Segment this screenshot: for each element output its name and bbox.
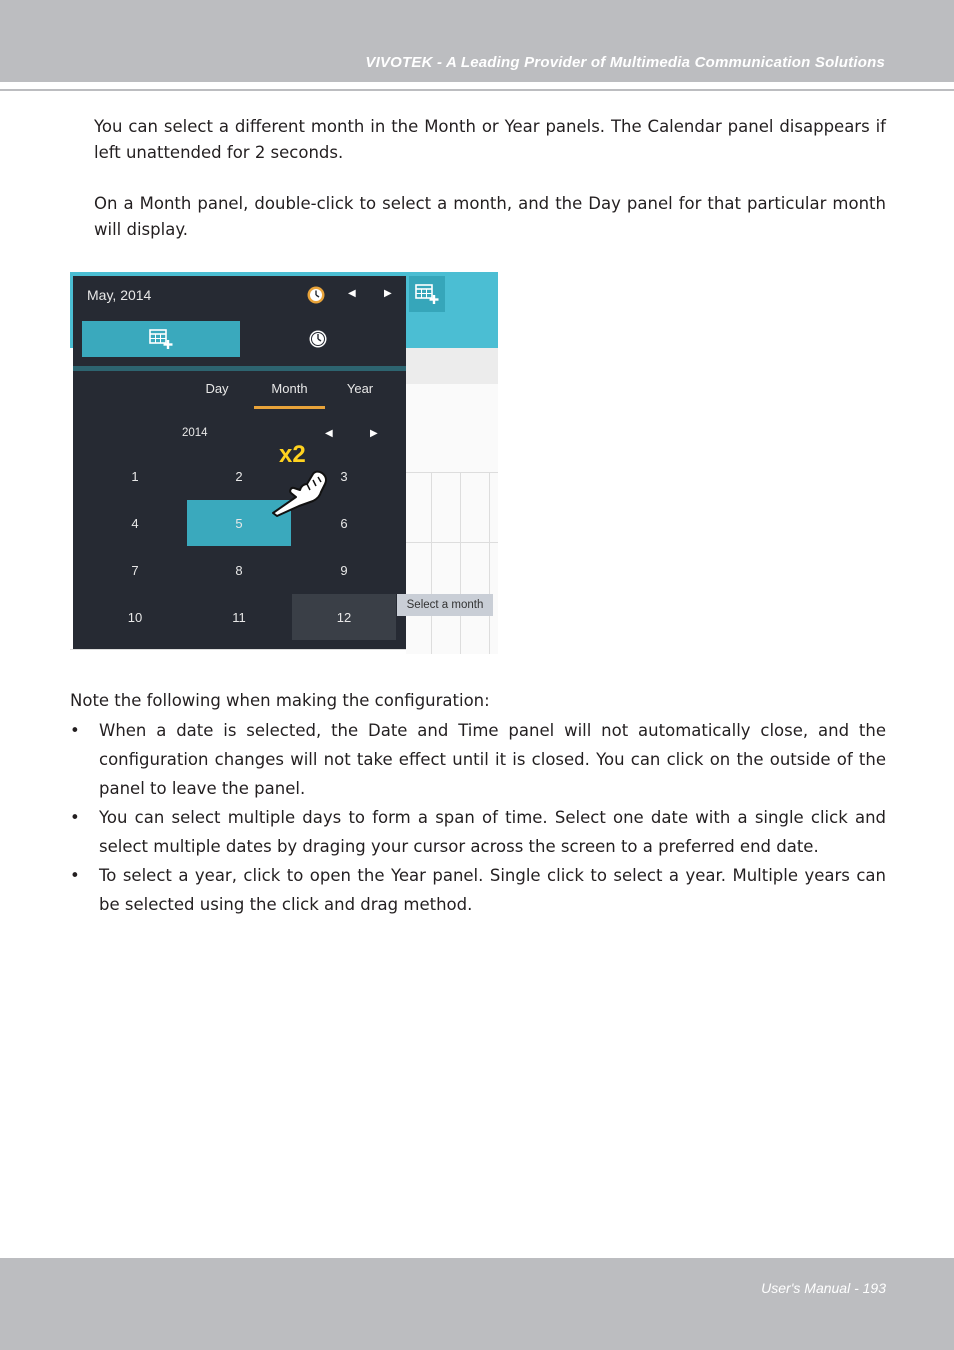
month-cell[interactable]: 8 xyxy=(235,562,243,578)
prev-year-arrow[interactable]: ◀ xyxy=(325,428,333,439)
time-tab-clock-icon[interactable] xyxy=(308,329,328,349)
year-label: 2014 xyxy=(182,427,208,439)
month-cell[interactable]: 1 xyxy=(131,468,139,484)
month-cell[interactable]: 3 xyxy=(340,468,348,484)
list-item: • You can select multiple days to form a span of time. Select one date with a single click and select multiple dates by draging your cursor across the screen to a preferred end date. xyxy=(70,808,886,856)
next-year-arrow[interactable]: ▶ xyxy=(370,428,378,439)
calendar-add-icon xyxy=(147,328,175,350)
paragraph-2: On a Month panel, double-click to select a month, and the Day panel for that particular month will display. xyxy=(94,194,886,239)
month-cell[interactable]: 9 xyxy=(340,562,348,578)
footer-page-number: User's Manual - 193 xyxy=(761,1280,886,1296)
month-cell[interactable]: 2 xyxy=(235,468,243,484)
calendar-screenshot xyxy=(70,272,498,654)
list-item: • To select a year, click to open the Year panel. Single click to select a year. Multiple years can be selected using the click and drag method. xyxy=(70,866,886,914)
background-strip xyxy=(406,348,498,384)
calendar-tab-button[interactable] xyxy=(82,321,240,357)
bullet-text: When a date is selected, the Date and Time panel will not automatically close, and the configuration changes will not take effect until it is closed. You can click on the outside of the panel to leave the panel. xyxy=(99,721,886,798)
panel-divider xyxy=(73,366,406,371)
month-cell[interactable]: 4 xyxy=(131,515,139,531)
page-header xyxy=(0,0,954,82)
active-tab-indicator xyxy=(254,406,325,409)
date-time-panel xyxy=(73,276,406,649)
grid-line xyxy=(489,472,490,654)
paragraph-1: You can select a different month in the Month or Year panels. The Calendar panel disappears if left unattended for 2 seconds. xyxy=(94,117,886,162)
pointing-hand-icon xyxy=(269,466,331,518)
bullet-text: To select a year, click to open the Year panel. Single click to select a year. Multiple years can be selected using the click and drag method. xyxy=(99,866,886,914)
bullet-text: You can select multiple days to form a span of time. Select one date with a single click and select multiple dates by draging your cursor across the screen to a preferred end date. xyxy=(99,808,886,856)
grid-line xyxy=(431,472,432,654)
next-month-arrow[interactable]: ▶ xyxy=(384,288,392,299)
panel-title: May, 2014 xyxy=(87,287,152,303)
month-cell-hovered[interactable]: 12 xyxy=(292,594,396,640)
header-rule xyxy=(0,89,954,91)
header-title: VIVOTEK - A Leading Provider of Multimedia Communication Solutions xyxy=(365,54,885,71)
tab-year[interactable]: Year xyxy=(346,381,374,396)
tab-day[interactable]: Day xyxy=(205,381,229,396)
calendar-add-icon xyxy=(415,283,439,305)
tooltip: Select a month xyxy=(397,594,493,616)
prev-month-arrow[interactable]: ◀ xyxy=(348,288,356,299)
grid-line xyxy=(460,472,461,654)
grid-line xyxy=(406,472,498,473)
month-cell-selected[interactable]: 5 xyxy=(187,500,291,546)
tab-month[interactable]: Month xyxy=(271,381,308,396)
note-text: Note the following when making the configuration: xyxy=(70,691,490,710)
page-footer xyxy=(0,1258,954,1350)
grid-line xyxy=(406,542,498,543)
month-cell[interactable]: 7 xyxy=(131,562,139,578)
clock-icon[interactable] xyxy=(306,285,326,305)
month-cell[interactable]: 10 xyxy=(127,609,143,625)
grid-line xyxy=(70,649,406,650)
calendar-add-button[interactable] xyxy=(409,276,445,312)
month-cell[interactable]: 11 xyxy=(232,609,246,625)
bullet-list xyxy=(70,716,886,919)
double-click-label: x2 xyxy=(279,441,306,468)
month-cell[interactable]: 6 xyxy=(340,515,348,531)
list-item: • When a date is selected, the Date and Time panel will not automatically close, and the configuration changes will not take effect until it is closed. You can click on the outside of the panel to leave the panel. xyxy=(70,721,886,798)
